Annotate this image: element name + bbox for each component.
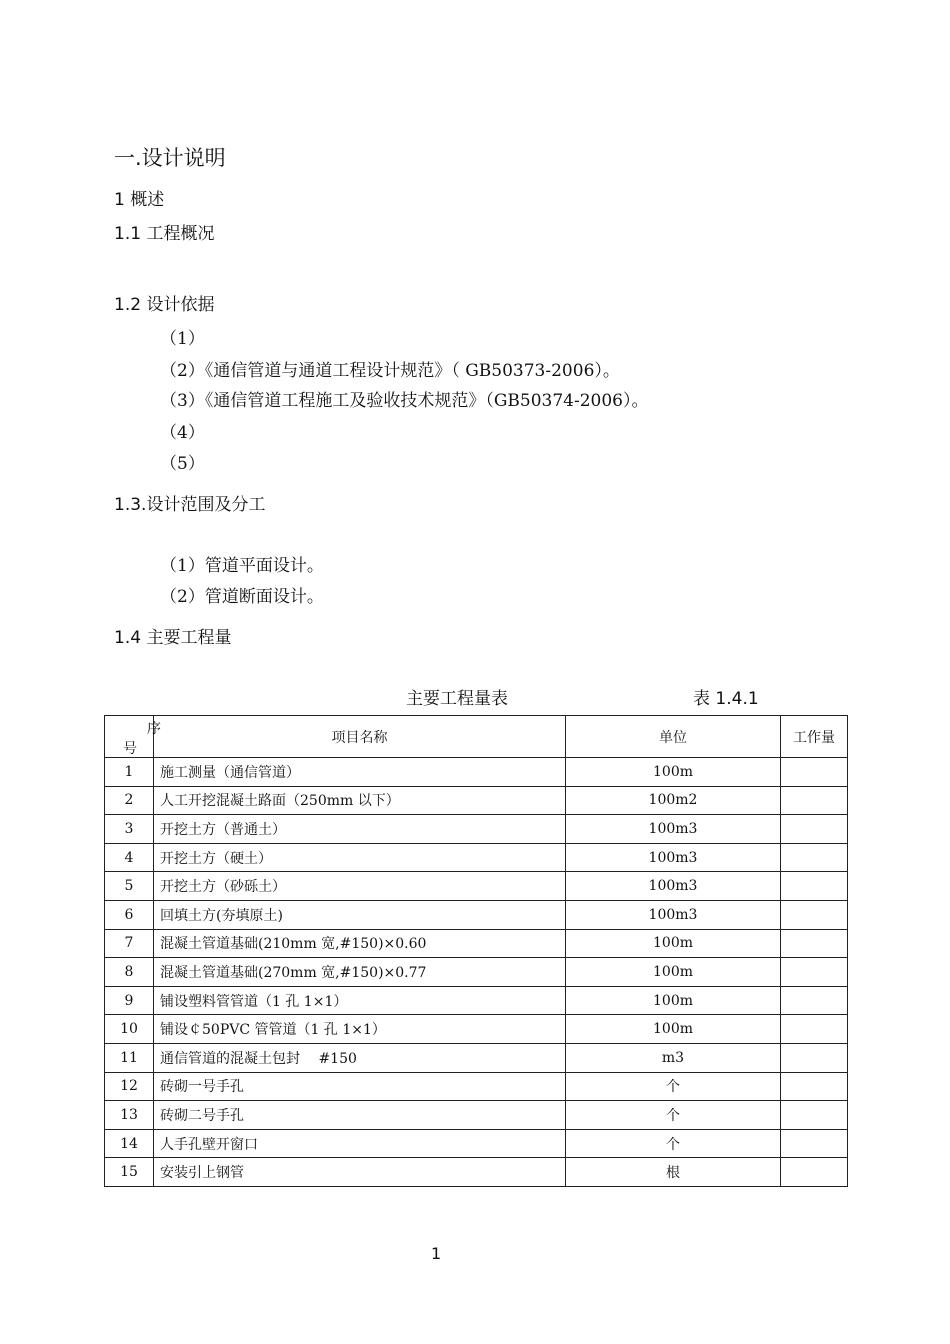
row-seq: 11 <box>105 1043 154 1072</box>
row-seq: 4 <box>105 843 154 872</box>
row-name: 砖砌一号手孔 <box>154 1072 566 1101</box>
row-name: 通信管道的混凝土包封 #150 <box>154 1043 566 1072</box>
basis-item: （5） <box>160 454 205 474</box>
row-name: 开挖土方（硬土） <box>154 843 566 872</box>
row-seq: 7 <box>105 929 154 958</box>
section-project-overview: 1.1 工程概况 <box>114 224 215 244</box>
table-row <box>105 958 848 987</box>
row-amount[interactable] <box>781 1015 848 1044</box>
row-name: 开挖土方（砂砾土） <box>154 872 566 901</box>
table-row <box>105 929 848 958</box>
row-seq: 2 <box>105 786 154 815</box>
section-design-basis: 1.2 设计依据 <box>114 295 215 315</box>
page-number: 1 <box>431 1244 442 1263</box>
row-seq: 12 <box>105 1072 154 1101</box>
row-name: 开挖土方（普通土） <box>154 815 566 844</box>
table-row <box>105 1015 848 1044</box>
row-amount[interactable] <box>781 900 848 929</box>
row-name: 铺设塑料管管道（1 孔 1×1） <box>154 986 566 1015</box>
row-amount[interactable] <box>781 758 848 787</box>
basis-item: （3）《通信管道工程施工及验收技术规范》（GB50374-2006）。 <box>160 391 649 411</box>
row-amount[interactable] <box>781 1043 848 1072</box>
row-seq: 13 <box>105 1101 154 1130</box>
row-amount[interactable] <box>781 986 848 1015</box>
scope-item: （2）管道断面设计。 <box>160 587 324 607</box>
table-header-row <box>105 716 848 758</box>
table-row <box>105 815 848 844</box>
row-name: 混凝土管道基础(270mm 宽,#150)×0.77 <box>154 958 566 987</box>
row-unit: 100m <box>566 958 781 987</box>
row-name: 安装引上钢管 <box>154 1158 566 1187</box>
row-unit: 100m3 <box>566 900 781 929</box>
row-seq: 9 <box>105 986 154 1015</box>
row-seq: 3 <box>105 815 154 844</box>
header-unit: 单位 <box>566 716 781 758</box>
row-amount[interactable] <box>781 1101 848 1130</box>
row-name: 人手孔壁开窗口 <box>154 1129 566 1158</box>
section-main-quantities: 1.4 主要工程量 <box>114 628 232 648</box>
row-name: 施工测量（通信管道） <box>154 758 566 787</box>
row-unit: 100m <box>566 758 781 787</box>
row-amount[interactable] <box>781 958 848 987</box>
row-unit: 100m <box>566 986 781 1015</box>
row-amount[interactable] <box>781 815 848 844</box>
row-amount[interactable] <box>781 1158 848 1187</box>
row-seq: 6 <box>105 900 154 929</box>
table-row <box>105 872 848 901</box>
row-name: 回填土方(夯填原土) <box>154 900 566 929</box>
row-amount[interactable] <box>781 872 848 901</box>
row-seq: 14 <box>105 1129 154 1158</box>
table-title: 主要工程量表 <box>406 689 508 709</box>
page-heading: 一.设计说明 <box>114 146 226 170</box>
row-unit: 个 <box>566 1101 781 1130</box>
basis-item: （1） <box>160 329 205 349</box>
header-seq-bottom: 号 <box>123 741 137 757</box>
quantities-table <box>104 715 848 1187</box>
table-row <box>105 843 848 872</box>
row-amount[interactable] <box>781 786 848 815</box>
table-row <box>105 1129 848 1158</box>
header-seq-top: 序 <box>147 721 161 737</box>
row-seq: 15 <box>105 1158 154 1187</box>
row-unit: 100m <box>566 929 781 958</box>
table-row <box>105 1158 848 1187</box>
table-row <box>105 1043 848 1072</box>
row-amount[interactable] <box>781 1072 848 1101</box>
table-row <box>105 900 848 929</box>
section-scope: 1.3.设计范围及分工 <box>114 495 266 515</box>
row-unit: 100m3 <box>566 843 781 872</box>
row-unit: 100m2 <box>566 786 781 815</box>
table-row <box>105 758 848 787</box>
scope-item: （1）管道平面设计。 <box>160 556 324 576</box>
row-seq: 1 <box>105 758 154 787</box>
row-unit: m3 <box>566 1043 781 1072</box>
table-row <box>105 1072 848 1101</box>
row-seq: 5 <box>105 872 154 901</box>
basis-item: （4） <box>160 423 205 443</box>
row-amount[interactable] <box>781 1129 848 1158</box>
row-unit: 根 <box>566 1158 781 1187</box>
header-name: 项目名称 <box>154 716 566 758</box>
row-unit: 个 <box>566 1129 781 1158</box>
header-seq <box>105 716 161 758</box>
row-unit: 个 <box>566 1072 781 1101</box>
row-name: 混凝土管道基础(210mm 宽,#150)×0.60 <box>154 929 566 958</box>
table-row <box>105 986 848 1015</box>
row-unit: 100m3 <box>566 815 781 844</box>
row-amount[interactable] <box>781 843 848 872</box>
row-seq: 8 <box>105 958 154 987</box>
row-amount[interactable] <box>781 929 848 958</box>
header-amount: 工作量 <box>781 716 848 758</box>
section-overview: 1 概述 <box>114 190 165 210</box>
row-name: 铺设￠50PVC 管管道（1 孔 1×1） <box>154 1015 566 1044</box>
table-row <box>105 786 848 815</box>
row-unit: 100m <box>566 1015 781 1044</box>
row-name: 人工开挖混凝土路面（250mm 以下） <box>154 786 566 815</box>
table-row <box>105 1101 848 1130</box>
table-number: 表 1.4.1 <box>693 689 759 709</box>
row-name: 砖砌二号手孔 <box>154 1101 566 1130</box>
row-unit: 100m3 <box>566 872 781 901</box>
basis-item: （2）《通信管道与通道工程设计规范》（ GB50373-2006）。 <box>160 361 620 381</box>
row-seq: 10 <box>105 1015 154 1044</box>
